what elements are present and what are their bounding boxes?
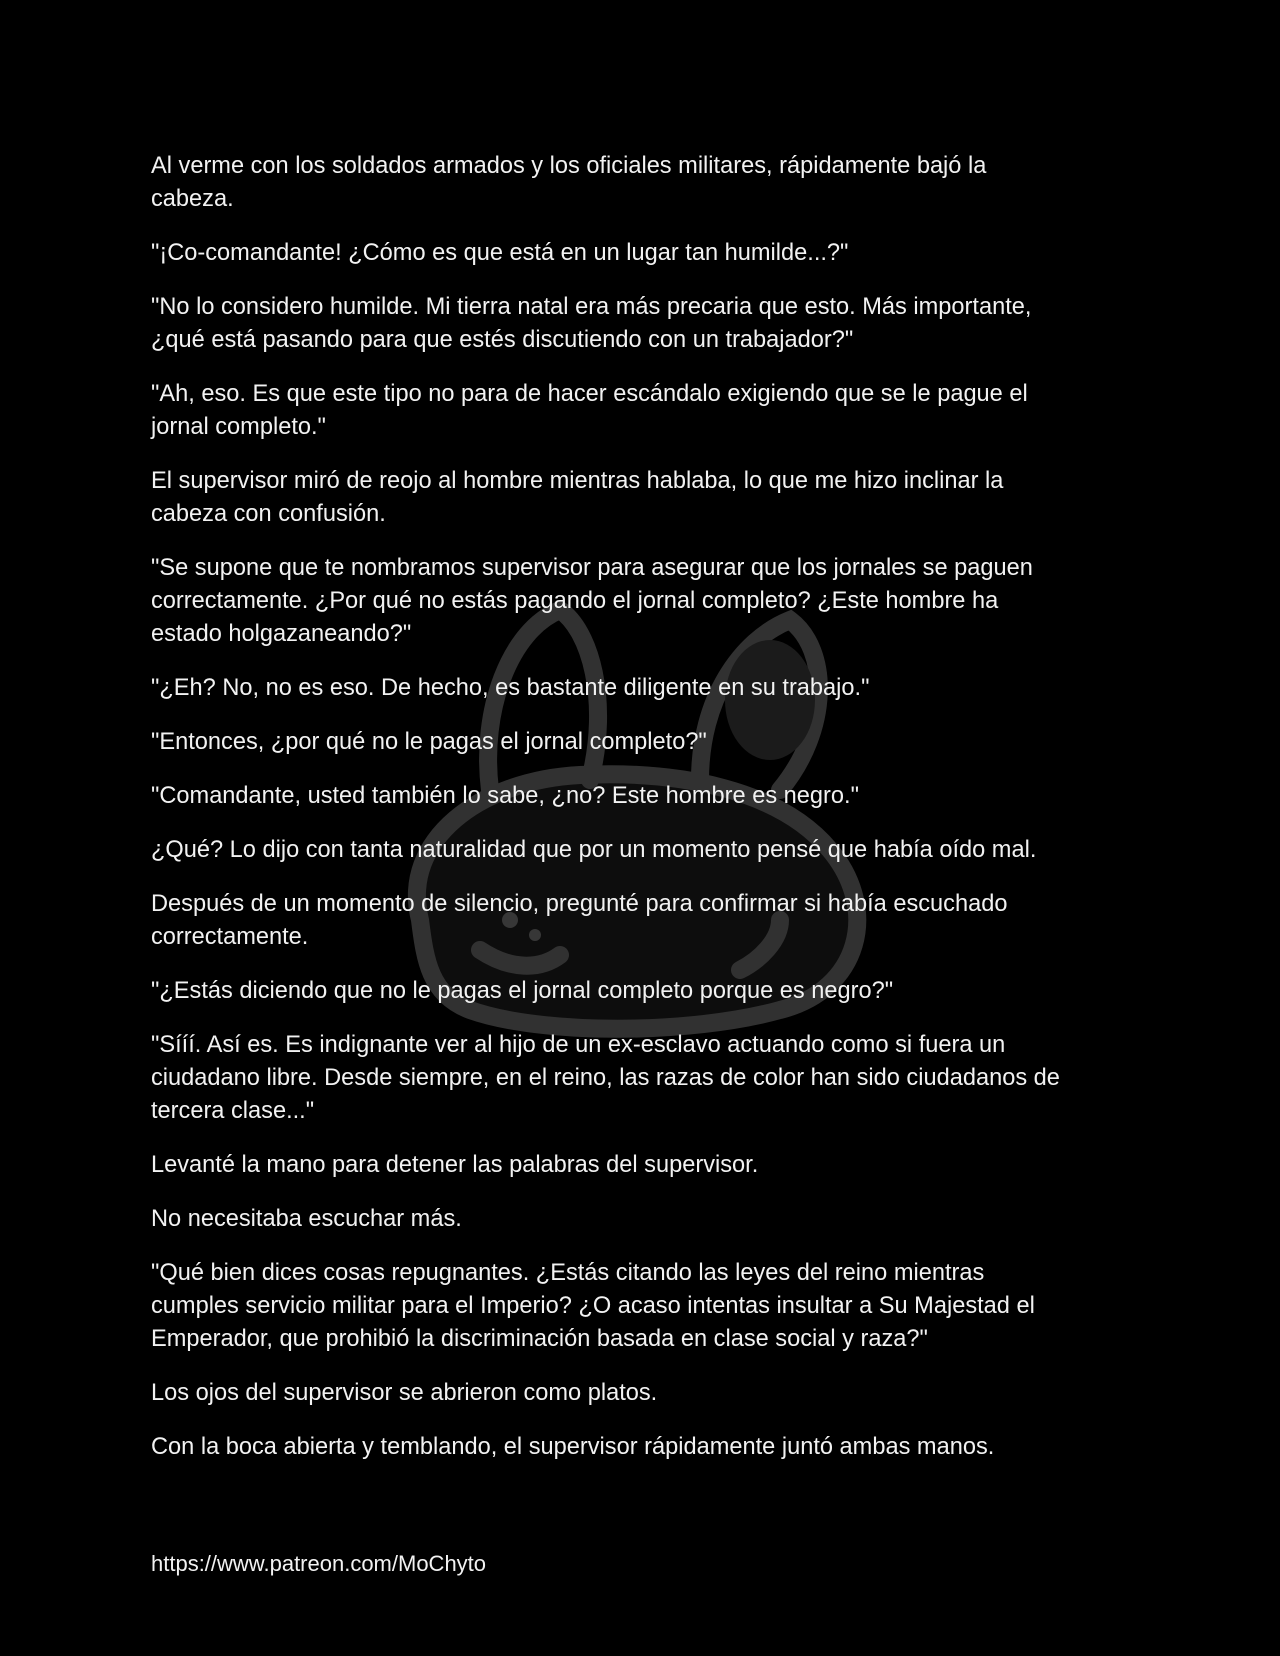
paragraph-line: "Entonces, ¿por qué no le pagas el jornal completo?" <box>151 729 707 755</box>
paragraph-line: "¿Eh? No, no es eso. De hecho, es bastante diligente en su trabajo." <box>151 675 870 701</box>
paragraph-line: correctamente. ¿Por qué no estás pagando el jornal completo? ¿Este hombre ha <box>151 588 999 614</box>
paragraph-line: No necesitaba escuchar más. <box>151 1206 462 1232</box>
paragraph <box>151 1149 1151 1182</box>
paragraph <box>151 1029 1151 1128</box>
paragraph-line: "Sííí. Así es. Es indignante ver al hijo de un ex-esclavo actuando como si fuera un <box>151 1032 1006 1058</box>
paragraph <box>151 1377 1151 1410</box>
paragraph-line: Emperador, que prohibió la discriminación basada en clase social y raza?" <box>151 1326 928 1352</box>
paragraph-line: Con la boca abierta y temblando, el supervisor rápidamente juntó ambas manos. <box>151 1434 995 1460</box>
paragraph-line: ciudadano libre. Desde siempre, en el reino, las razas de color han sido ciudadanos de <box>151 1065 1060 1091</box>
paragraph <box>151 237 1151 270</box>
patreon-link[interactable]: https://www.patreon.com/MoChyto <box>151 1551 487 1576</box>
paragraph-line: correctamente. <box>151 924 309 950</box>
paragraph-line: El supervisor miró de reojo al hombre mientras hablaba, lo que me hizo inclinar la <box>151 468 1004 494</box>
paragraph-line: tercera clase..." <box>151 1098 315 1124</box>
paragraph-line: jornal completo." <box>151 414 326 440</box>
paragraph <box>151 726 1151 759</box>
paragraph <box>151 1257 1151 1356</box>
paragraph-line: cabeza. <box>151 186 234 212</box>
paragraph <box>151 150 1151 216</box>
paragraph <box>151 291 1151 357</box>
paragraph <box>151 834 1151 867</box>
paragraph <box>151 552 1151 651</box>
paragraph-line: cumples servicio militar para el Imperio? ¿O acaso intentas insultar a Su Majestad el <box>151 1293 1035 1319</box>
paragraph-line: "No lo considero humilde. Mi tierra natal era más precaria que esto. Más importante, <box>151 294 1032 320</box>
paragraph-line: "¿Estás diciendo que no le pagas el jornal completo porque es negro?" <box>151 978 894 1004</box>
paragraph-line: "¡Co-comandante! ¿Cómo es que está en un lugar tan humilde...?" <box>151 240 849 266</box>
paragraph-line: "Qué bien dices cosas repugnantes. ¿Estás citando las leyes del reino mientras <box>151 1260 985 1286</box>
paragraph <box>151 1203 1151 1236</box>
paragraph-line: "Se supone que te nombramos supervisor para asegurar que los jornales se paguen <box>151 555 1033 581</box>
paragraph <box>151 672 1151 705</box>
paragraph-line: "Ah, eso. Es que este tipo no para de hacer escándalo exigiendo que se le pague el <box>151 381 1028 407</box>
paragraph <box>151 465 1151 531</box>
paragraph-line: cabeza con confusión. <box>151 501 386 527</box>
paragraph <box>151 975 1151 1008</box>
paragraph-line: ¿qué está pasando para que estés discutiendo con un trabajador?" <box>151 327 854 353</box>
paragraph <box>151 888 1151 954</box>
paragraph <box>151 780 1151 813</box>
paragraph-line: Los ojos del supervisor se abrieron como platos. <box>151 1380 658 1406</box>
paragraph-line: Al verme con los soldados armados y los oficiales militares, rápidamente bajó la <box>151 153 987 179</box>
paragraph-line: "Comandante, usted también lo sabe, ¿no? Este hombre es negro." <box>151 783 859 809</box>
story-text <box>151 150 1151 1485</box>
paragraph-line: Levanté la mano para detener las palabras del supervisor. <box>151 1152 759 1178</box>
paragraph-line: Después de un momento de silencio, pregunté para confirmar si había escuchado <box>151 891 1008 917</box>
paragraph-line: estado holgazaneando?" <box>151 621 412 647</box>
paragraph-line: ¿Qué? Lo dijo con tanta naturalidad que por un momento pensé que había oído mal. <box>151 837 1037 863</box>
paragraph <box>151 378 1151 444</box>
paragraph <box>151 1431 1151 1464</box>
